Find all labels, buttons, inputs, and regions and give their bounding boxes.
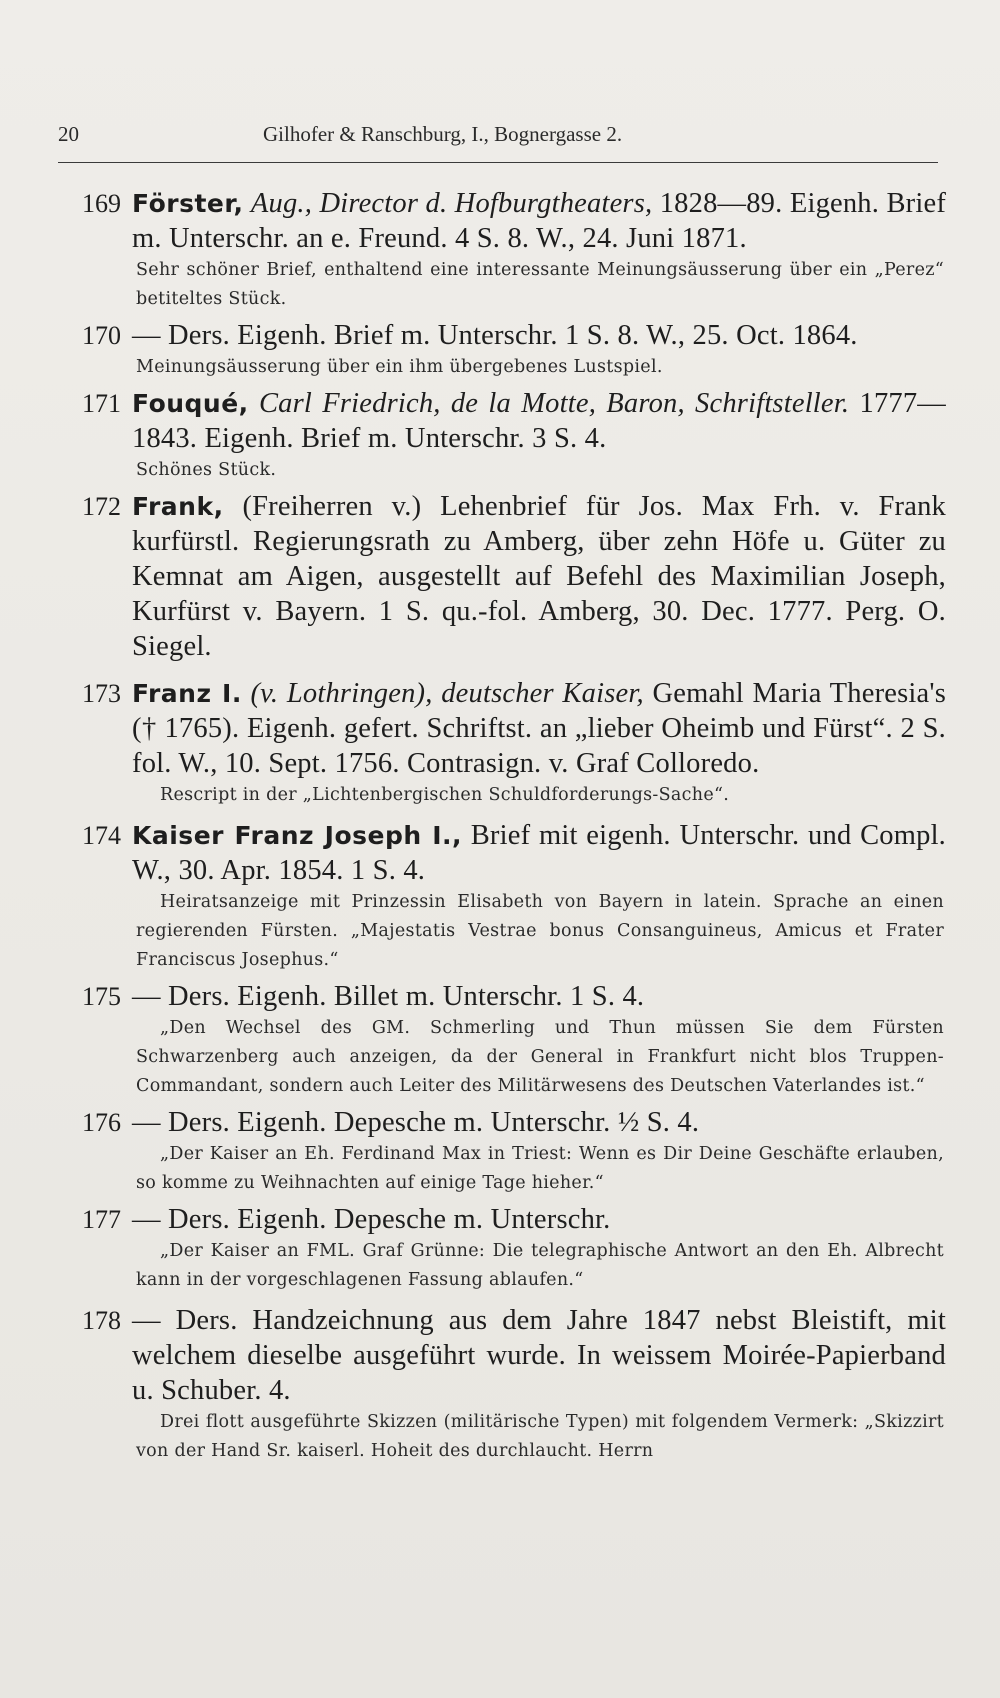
entry-description: Brief mit eigenh. Unterschr. und Compl. W., 30. Apr. 1854. 1 S. 4. (132, 820, 947, 886)
catalog-entry (0, 386, 1000, 485)
entry-note: „Der Kaiser an FML. Graf Grünne: Die telegraphische Antwort an den Eh. Albrecht kann in der vorgeschlagenen Fassung ablaufen.“ (136, 1241, 944, 1290)
catalog-entry (0, 979, 1000, 1101)
entry-name: Förster, (132, 189, 244, 218)
entry-name: Kaiser Franz Joseph I., (132, 821, 463, 850)
entry-description: (Freiherren v.) Lehenbrief für Jos. Max Frh. v. Frank kurfürstl. Regierungsrath zu Amberg, über zehn Höfe u. Güter zu Kemnat am Aigen, ausgestellt auf Befehl des Maximilian Joseph, Kurfürst v. Bayern. 1 S. qu.-fol. Amberg, 30. Dec. 1777. Perg. O. Siegel. (132, 491, 946, 662)
entry-number: 176 (82, 1108, 121, 1137)
catalog-entry (0, 489, 1000, 664)
entry-description: 1828—89. Eigenh. Brief m. Unterschr. an e. Freund. 4 S. 8. W., 24. Juni 1871. (132, 188, 947, 254)
catalog-entry (0, 318, 1000, 382)
entry-note: Sehr schöner Brief, enthaltend eine interessante Meinungsäusserung über ein „Perez“ betiteltes Stück. (136, 260, 944, 309)
entry-description: — Ders. Handzeichnung aus dem Jahre 1847 nebst Bleistift, mit welchem dieselbe ausgeführt wurde. In weissem Moirée-Papierband u. Schuber. 4. (132, 1305, 946, 1406)
catalog-entry (0, 676, 1000, 810)
page-number: 20 (58, 122, 79, 146)
entry-number: 171 (82, 389, 121, 418)
entry-title: (v. Lothringen), deutscher Kaiser, (250, 678, 644, 709)
entry-number: 173 (82, 679, 121, 708)
entry-name: Franz I. (132, 679, 242, 708)
entry-number: 175 (82, 982, 121, 1011)
entry-text (132, 1202, 946, 1237)
entry-text (132, 489, 946, 664)
entry-note: Rescript in der „Lichtenbergischen Schuldforderungs-Sache“. (160, 785, 730, 805)
entry-name: Frank, (132, 492, 224, 521)
header-rule (58, 162, 938, 163)
entry-note: Drei flott ausgeführte Skizzen (militärische Typen) mit folgendem Vermerk: „Skizzirt von der Hand Sr. kaiserl. Hoheit des durchlaucht. Herrn (136, 1412, 944, 1461)
entry-title: Carl Friedrich, de la Motte, Baron, Schriftsteller. (258, 388, 850, 419)
entry-text (132, 676, 946, 781)
entry-description: — Ders. Eigenh. Depesche m. Unterschr. (132, 1204, 611, 1235)
entry-description: Gemahl Maria Theresia's († 1765). Eigenh. gefert. Schriftst. an „lieber Oheimb und Fürst“. 2 S. fol. W., 10. Sept. 1756. Contrasign. v. Graf Colloredo. (132, 678, 947, 779)
entry-number: 178 (82, 1306, 121, 1335)
entry-text (132, 1105, 946, 1140)
entry-note: Meinungsäusserung über ein ihm übergebenes Lustspiel. (136, 357, 663, 377)
entry-title: Aug., Director d. Hofburgtheaters, (250, 188, 653, 219)
entry-number: 177 (82, 1205, 121, 1234)
entry-note: Heiratsanzeige mit Prinzessin Elisabeth von Bayern in latein. Sprache an einen regierenden Fürsten. „Majestatis Vestrae bonus Consanguineus, Amicus et Frater Franciscus Josephus.“ (136, 892, 944, 970)
entry-note: „Den Wechsel des GM. Schmerling und Thun müssen Sie dem Fürsten Schwarzenberg auch anzeigen, da der General in Frankfurt nicht blos Truppen-Commandant, sondern auch Leiter des Militärwesens des Deutschen Vaterlandes ist.“ (136, 1018, 944, 1096)
entry-text (132, 386, 946, 456)
entry-text (132, 979, 946, 1014)
entry-description: — Ders. Eigenh. Brief m. Unterschr. 1 S. 8. W., 25. Oct. 1864. (132, 320, 858, 351)
entry-note: Schönes Stück. (136, 460, 277, 480)
catalog-entry (0, 1105, 1000, 1198)
entry-number: 169 (82, 189, 121, 218)
catalog-entry (0, 818, 1000, 975)
entry-text (132, 1303, 946, 1408)
catalog-entry (0, 186, 1000, 314)
header-title: Gilhofer & Ranschburg, I., Bognergasse 2. (263, 122, 623, 146)
entry-number: 170 (82, 321, 121, 350)
entry-number: 174 (82, 821, 121, 850)
entry-description: — Ders. Eigenh. Billet m. Unterschr. 1 S. 4. (132, 981, 645, 1012)
entry-description: 1777—1843. Eigenh. Brief m. Unterschr. 3 S. 4. (132, 388, 946, 454)
entry-note: „Der Kaiser an Eh. Ferdinand Max in Triest: Wenn es Dir Deine Geschäfte erlauben, so komme zu Weihnachten auf einige Tage hieher.“ (136, 1144, 944, 1193)
entry-text (132, 818, 946, 888)
entry-text (132, 186, 946, 256)
entry-list (0, 186, 1000, 1466)
entry-name: Fouqué, (132, 389, 249, 418)
entry-description: — Ders. Eigenh. Depesche m. Unterschr. ½ S. 4. (132, 1107, 700, 1138)
catalog-entry (0, 1303, 1000, 1466)
entry-text (132, 318, 946, 353)
entry-number: 172 (82, 492, 121, 521)
catalog-entry (0, 1202, 1000, 1295)
